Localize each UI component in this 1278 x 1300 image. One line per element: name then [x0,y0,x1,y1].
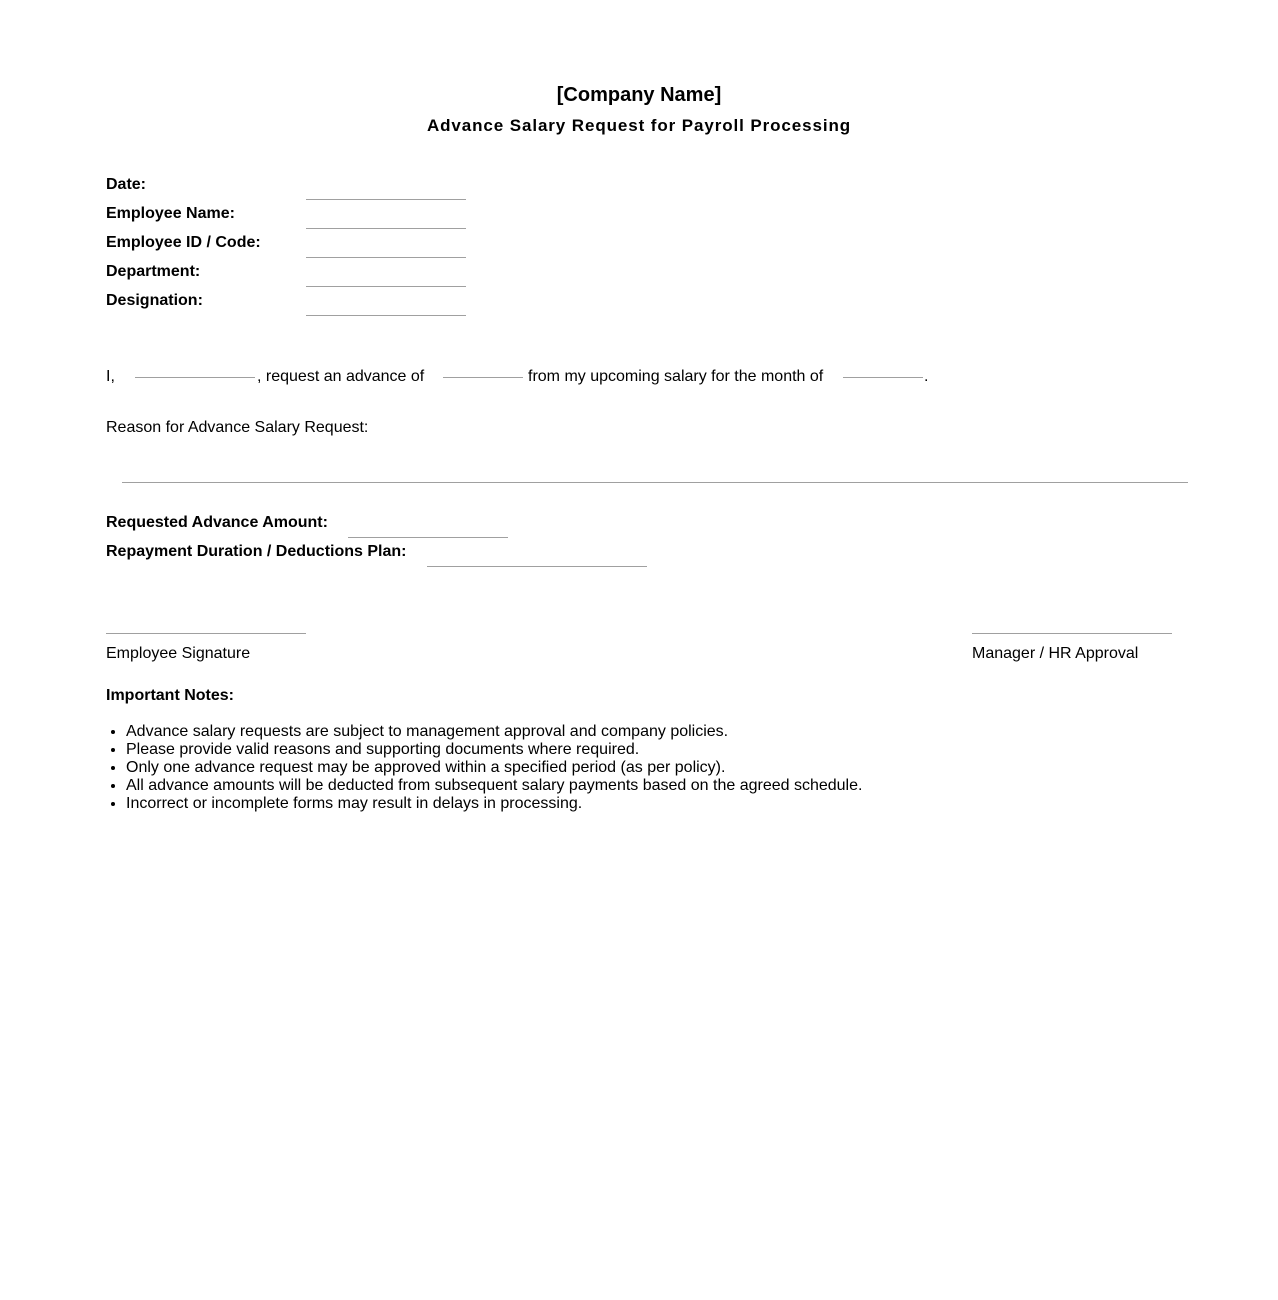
repayment-plan-input-line[interactable] [427,566,647,567]
note-item: • Please provide valid reasons and supporting documents where required. [126,741,1126,759]
date-label: Date: [106,176,147,193]
date-input-line[interactable] [306,199,466,200]
employee-name-input-line[interactable] [306,228,466,229]
manager-approval-label: Manager / HR Approval [972,645,1139,662]
note-item: • Only one advance request may be approved within a specified period (as per policy). [126,759,1126,777]
sentence-month-input-line[interactable] [843,377,923,378]
sentence-amount-input-line[interactable] [443,377,523,378]
employee-signature-label: Employee Signature [106,645,251,662]
manager-approval-line[interactable] [972,633,1172,634]
note-item: • Incorrect or incomplete forms may result in delays in processing. [126,795,1126,813]
company-name: [Company Name] [556,84,722,106]
note-item: • Advance salary requests are subject to management approval and company policies. [126,723,1126,741]
sentence-name-input-line[interactable] [135,377,255,378]
department-input-line[interactable] [306,286,466,287]
notes-title: Important Notes: [106,687,234,704]
sentence-part-advance: , request an advance of [257,368,425,385]
reason-input-line[interactable] [122,482,1188,483]
sentence-part-i: I, [106,368,115,385]
requested-amount-label: Requested Advance Amount: [106,514,328,531]
repayment-plan-label: Repayment Duration / Deductions Plan: [106,543,407,560]
department-label: Department: [106,263,201,280]
form-title: Advance Salary Request for Payroll Processing [426,116,852,135]
reason-label: Reason for Advance Salary Request: [106,419,369,436]
sentence-part-month: from my upcoming salary for the month of [528,368,824,385]
employee-id-input-line[interactable] [306,257,466,258]
designation-label: Designation: [106,292,203,309]
employee-signature-line[interactable] [106,633,306,634]
notes-list [106,723,1126,813]
request-sentence [106,368,1006,392]
employee-id-label: Employee ID / Code: [106,234,261,251]
sentence-part-end: . [924,368,929,385]
employee-name-label: Employee Name: [106,205,235,222]
requested-amount-input-line[interactable] [348,537,508,538]
note-item: • All advance amounts will be deducted from subsequent salary payments based on the agreed schedule. [126,777,1126,795]
designation-input-line[interactable] [306,315,466,316]
